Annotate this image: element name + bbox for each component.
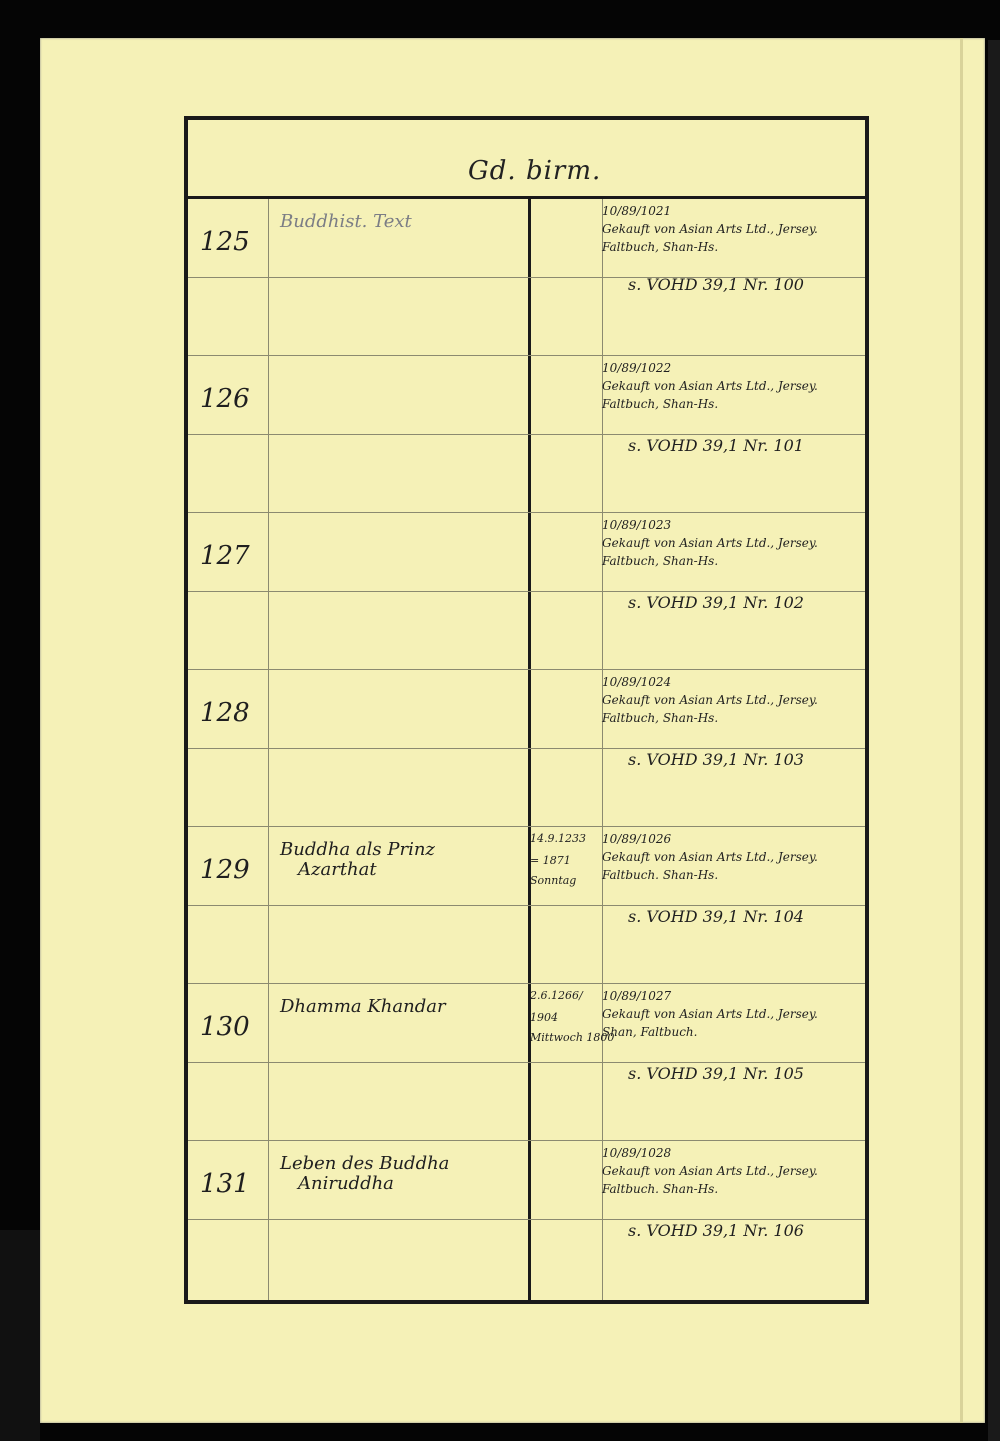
entry-format-note: Faltbuch, Shan-Hs. xyxy=(602,554,719,568)
entry-number: 127 xyxy=(200,541,250,571)
entry-acquisition-note: Gekauft von Asian Arts Ltd., Jersey. xyxy=(602,536,818,550)
entry-reference: s. VOHD 39,1 Nr. 102 xyxy=(628,593,804,612)
entry-date-line3: Mittwoch 1800 xyxy=(530,1031,615,1044)
ledger-table xyxy=(184,116,869,1304)
table-row xyxy=(188,199,865,356)
entry-number: 125 xyxy=(200,227,250,257)
entry-reference: s. VOHD 39,1 Nr. 106 xyxy=(628,1221,804,1240)
entry-subject: Dhamma Khandar xyxy=(280,996,446,1017)
entry-inventory-number: 10/89/1024 xyxy=(602,675,672,689)
entry-acquisition-note: Gekauft von Asian Arts Ltd., Jersey. xyxy=(602,222,818,236)
entry-date-line2: = 1871 xyxy=(530,854,571,867)
table-row xyxy=(188,356,865,513)
entry-inventory-number: 10/89/1026 xyxy=(602,832,672,846)
entry-date-line3: Sonntag xyxy=(530,874,577,887)
entry-reference: s. VOHD 39,1 Nr. 100 xyxy=(628,275,804,294)
entry-acquisition-note: Gekauft von Asian Arts Ltd., Jersey. xyxy=(602,1164,818,1178)
row-subdivider xyxy=(188,1219,865,1220)
entry-acquisition-note: Gekauft von Asian Arts Ltd., Jersey. xyxy=(602,693,818,707)
entry-date: 14.9.1233 xyxy=(530,832,586,845)
entry-format-note: Faltbuch, Shan-Hs. xyxy=(602,711,719,725)
entry-number: 126 xyxy=(200,384,250,414)
entry-acquisition-note: Gekauft von Asian Arts Ltd., Jersey. xyxy=(602,379,818,393)
entry-date: 2.6.1266/ xyxy=(530,989,583,1002)
entry-inventory-number: 10/89/1021 xyxy=(602,204,672,218)
entry-subject: Buddha als Prinz xyxy=(280,839,435,860)
entry-date-line2: 1904 xyxy=(530,1011,558,1024)
table-row xyxy=(188,513,865,670)
entry-reference: s. VOHD 39,1 Nr. 104 xyxy=(628,907,804,926)
row-subdivider xyxy=(188,748,865,749)
entry-number: 130 xyxy=(200,1012,250,1042)
entry-number: 128 xyxy=(200,698,250,728)
row-subdivider xyxy=(188,905,865,906)
entry-subject: Buddhist. Text xyxy=(280,211,412,232)
entry-inventory-number: 10/89/1027 xyxy=(602,989,672,1003)
entry-subject-line2: Azarthat xyxy=(298,859,377,880)
scan-border-right xyxy=(988,40,1000,1441)
entry-acquisition-note: Gekauft von Asian Arts Ltd., Jersey. xyxy=(602,850,818,864)
scan-shadow-left xyxy=(0,1230,40,1441)
entry-format-note: Faltbuch. Shan-Hs. xyxy=(602,1182,719,1196)
entry-format-note: Faltbuch, Shan-Hs. xyxy=(602,397,719,411)
table-row xyxy=(188,827,865,984)
row-subdivider xyxy=(188,434,865,435)
entry-format-note: Faltbuch. Shan-Hs. xyxy=(602,868,719,882)
table-row xyxy=(188,670,865,827)
ledger-title: Gd. birm. xyxy=(468,156,602,186)
entry-subject: Leben des Buddha xyxy=(280,1153,450,1174)
ledger-header xyxy=(188,120,865,199)
entry-number: 129 xyxy=(200,855,250,885)
table-row xyxy=(188,1141,865,1298)
row-subdivider xyxy=(188,591,865,592)
entry-inventory-number: 10/89/1023 xyxy=(602,518,672,532)
entry-reference: s. VOHD 39,1 Nr. 101 xyxy=(628,436,804,455)
entry-subject-line2: Aniruddha xyxy=(298,1173,394,1194)
ledger-grid xyxy=(188,199,865,1300)
entry-number: 131 xyxy=(200,1169,250,1199)
paper-fold xyxy=(960,38,963,1423)
row-subdivider xyxy=(188,1062,865,1063)
entry-format-note: Shan, Faltbuch. xyxy=(602,1025,698,1039)
table-row xyxy=(188,984,865,1141)
entry-reference: s. VOHD 39,1 Nr. 105 xyxy=(628,1064,804,1083)
entry-format-note: Faltbuch, Shan-Hs. xyxy=(602,240,719,254)
entry-inventory-number: 10/89/1028 xyxy=(602,1146,672,1160)
entry-reference: s. VOHD 39,1 Nr. 103 xyxy=(628,750,804,769)
entry-inventory-number: 10/89/1022 xyxy=(602,361,672,375)
entry-acquisition-note: Gekauft von Asian Arts Ltd., Jersey. xyxy=(602,1007,818,1021)
